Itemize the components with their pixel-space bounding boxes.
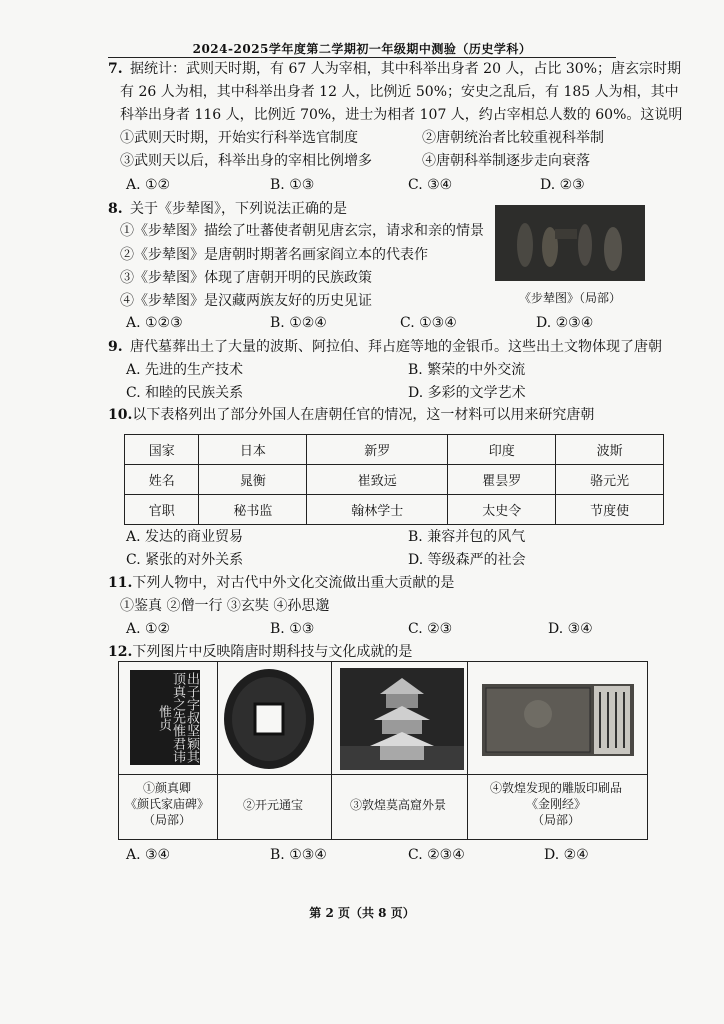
woodblock-print-icon: [482, 684, 634, 756]
q7-choice-a: A. ①②: [126, 177, 171, 193]
q7-choice-b: B. ①③: [270, 177, 315, 193]
table-cell: 瞿昙罗: [448, 465, 556, 495]
q10-choice-b: B. 兼容并包的风气: [408, 529, 526, 545]
diamond-sutra-image: [482, 684, 634, 756]
q9-choice-c: C. 和睦的民族关系: [126, 385, 244, 401]
table-cell: 新罗: [307, 435, 448, 465]
q8-stem: 8. 关于《步辇图》，下列说法正确的是: [108, 201, 347, 217]
q12-choice-b: B. ①③④: [270, 847, 327, 863]
page-header: 2024-2025学年度第二学期初一年级期中测验（历史学科）: [192, 42, 532, 56]
q7-line2: 有 26 人为相，其中科举出身者 12 人，比例近 50%；安史之乱后，有 185 人为相，其中: [120, 84, 679, 100]
q10-choice-a: A. 发达的商业贸易: [126, 529, 244, 545]
table-cell: 晁衡: [199, 465, 307, 495]
table-row: [125, 495, 664, 525]
q8-choice-c: C. ①③④: [400, 315, 457, 331]
table-cell: 翰林学士: [307, 495, 448, 525]
table-row: [125, 435, 664, 465]
table-cell: 秘书监: [199, 495, 307, 525]
caption-2: ②开元通宝: [242, 798, 303, 812]
q12-choice-a: A. ③④: [126, 847, 171, 863]
q7-opt1: ①武则天时期，开始实行科举选官制度: [120, 130, 358, 146]
table-cell: 日本: [199, 435, 307, 465]
caption-1: ①颜真卿 《颜氏家庙碑》 （局部）: [124, 781, 209, 827]
q9-stem: 9. 唐代墓葬出土了大量的波斯、阿拉伯、拜占庭等地的金银币。这些出土文物体现了唐朝: [108, 339, 662, 355]
bunian-caption: 《步辇图》（局部）: [518, 291, 621, 305]
table-cell: 姓名: [125, 465, 199, 495]
table-cell: 印度: [448, 435, 556, 465]
q8-opt3: ③《步辇图》体现了唐朝开明的民族政策: [120, 270, 372, 286]
caption-3: ③敦煌莫高窟外景: [349, 798, 446, 812]
table-cell: 太史令: [448, 495, 556, 525]
q10-stem: 10.以下表格列出了部分外国人在唐朝任官的情况，这一材料可以用来研究唐朝: [108, 407, 595, 423]
q10-choice-c: C. 紧张的对外关系: [126, 552, 244, 568]
q7-opt4: ④唐朝科举制逐步走向衰落: [422, 153, 590, 169]
page-footer: 第 2 页（共 8 页）: [309, 906, 415, 920]
q11-choice-a: A. ①②: [126, 621, 171, 637]
q7-choice-c: C. ③④: [408, 177, 453, 193]
q11-opts: ①鉴真 ②僧一行 ③玄奘 ④孙思邈: [120, 598, 330, 614]
coin-icon: [221, 667, 317, 771]
q8-choice-d: D. ②③④: [536, 315, 594, 331]
table-cell: 波斯: [556, 435, 664, 465]
q8-opt4: ④《步辇图》是汉藏两族友好的历史见证: [120, 293, 372, 309]
q12-stem: 12.下列图片中反映隋唐时期科技与文化成就的是: [108, 644, 413, 660]
painting-figures-icon: [495, 205, 645, 281]
table-cell: 骆元光: [556, 465, 664, 495]
q7-opt2: ②唐朝统治者比较重视科举制: [422, 130, 604, 146]
q8-choice-b: B. ①②④: [270, 315, 327, 331]
calligraphy-stele-image: 出子字叔坚颖其顶真之先惟君讳惟贞: [130, 670, 200, 765]
bunian-painting-image: [495, 205, 645, 281]
q8-opt2: ②《步辇图》是唐朝时期著名画家阎立本的代表作: [120, 247, 428, 263]
q11-choice-c: C. ②③: [408, 621, 453, 637]
q12-choice-c: C. ②③④: [408, 847, 465, 863]
divider: [119, 774, 647, 775]
header-rule: [108, 57, 616, 58]
mogao-caves-image: [340, 668, 464, 770]
kaiyuan-coin-image: [221, 667, 317, 775]
table-cell: 国家: [125, 435, 199, 465]
table-row: [125, 465, 664, 495]
q9-choice-d: D. 多彩的文学艺术: [408, 385, 526, 401]
table-cell: 官职: [125, 495, 199, 525]
table-cell: 崔致远: [307, 465, 448, 495]
q12-choice-d: D. ②④: [544, 847, 589, 863]
table-cell: 节度使: [556, 495, 664, 525]
q9-choice-b: B. 繁荣的中外交流: [408, 362, 526, 378]
q11-stem: 11.下列人物中，对古代中外文化交流做出重大贡献的是: [108, 575, 455, 591]
q7-opt3: ③武则天以后，科举出身的宰相比例增多: [120, 153, 372, 169]
q9-choice-a: A. 先进的生产技术: [126, 362, 244, 378]
q8-opt1: ①《步辇图》描绘了吐蕃使者朝见唐玄宗，请求和亲的情景: [120, 223, 484, 239]
q7-choice-d: D. ②③: [540, 177, 585, 193]
q8-choice-a: A. ①②③: [126, 315, 183, 331]
q10-choice-d: D. 等级森严的社会: [408, 552, 526, 568]
q7-line3: 科举出身者 116 人，比例近 70%，进士为相者 107 人，约占宰相总人数的 60%。这说明: [120, 107, 683, 123]
officials-table: [124, 434, 664, 525]
q11-choice-d: D. ③④: [548, 621, 593, 637]
caption-4: ④敦煌发现的雕版印刷品 《金刚经》 （局部）: [489, 781, 622, 827]
q7-line1: 7. 据统计：武则天时期，有 67 人为宰相，其中科举出身者 20 人，占比 30%；唐玄宗时期: [108, 61, 681, 77]
q11-choice-b: B. ①③: [270, 621, 315, 637]
pagoda-icon: [340, 668, 464, 770]
